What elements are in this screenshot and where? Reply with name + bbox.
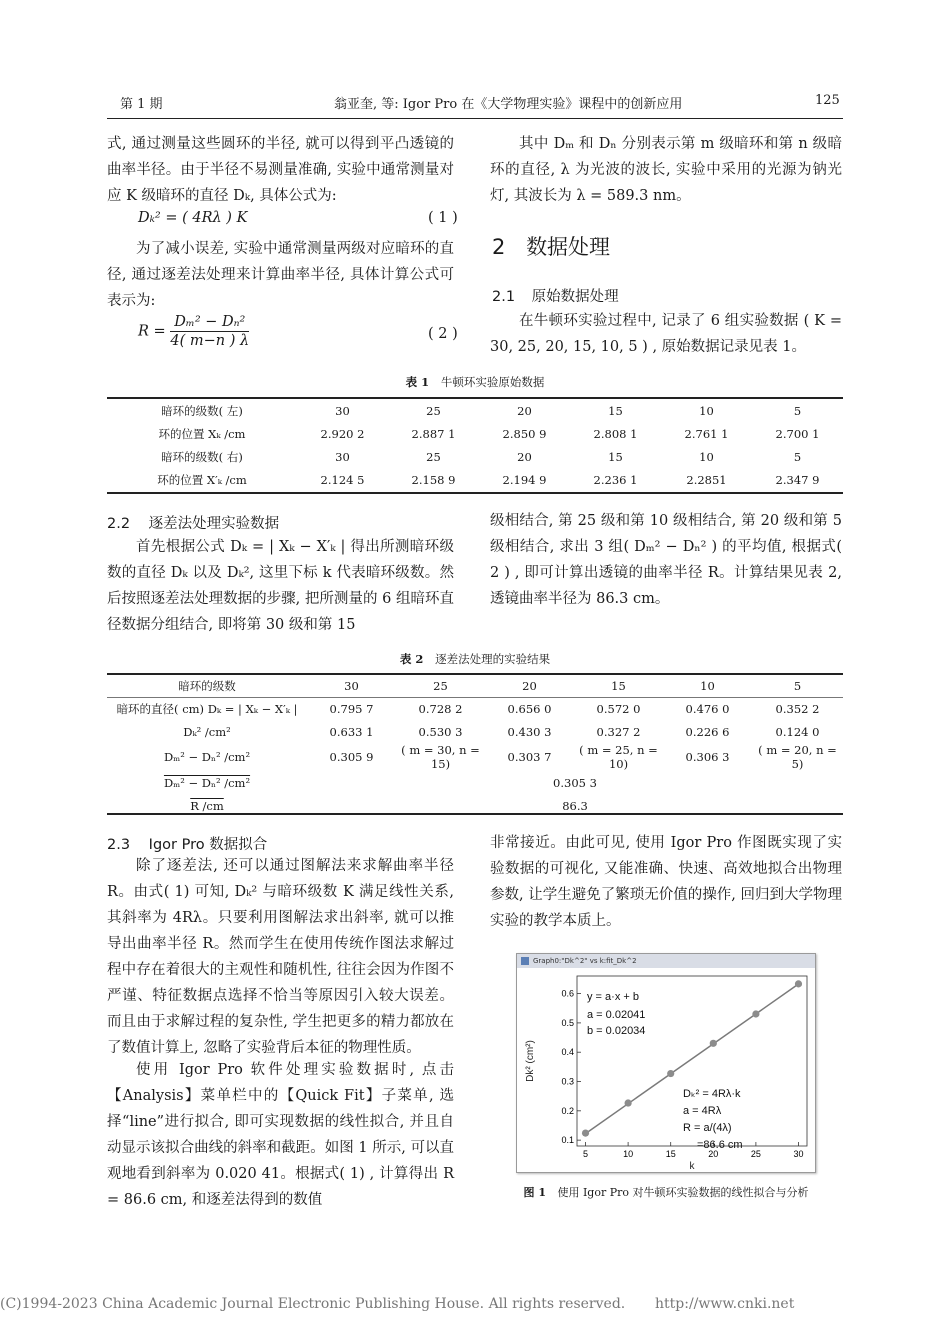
table-1-row-label: 环的位置 Xₖ /cm (158, 426, 246, 441)
table-2-cell: 0.656 0 (507, 701, 552, 716)
left-top-paragraph-1: 式, 通过测量这些圆环的半径, 就可以得到平凸透镜的曲率半径。由于半径不易测量准确, 实验中通常测量对应 K 级暗环的直径 Dₖ, 具体公式为: (107, 136, 454, 204)
table-2-diff-3-pair: ( m = 20, n = 5) (758, 743, 837, 771)
table-2-cell: 0.728 2 (418, 701, 463, 716)
table-2-row-difference (107, 743, 843, 771)
annot2-line-4: =86.6 cm (697, 1139, 743, 1151)
table-2-average-value: 0.305 3 (553, 775, 597, 790)
y-tick-label: 0.5 (561, 1017, 574, 1028)
table-2-cell: 0.327 2 (596, 724, 641, 739)
table-1-row-label: 环的位置 X′ₖ /cm (157, 472, 247, 487)
table-1-caption (107, 374, 843, 390)
table-1-cell: 2.236 1 (593, 472, 638, 487)
table-2-cell: 0.430 3 (507, 724, 552, 739)
table-1 (107, 399, 843, 491)
section-2-2-number: 2.2 (107, 516, 131, 532)
table-1-cell: 2.158 9 (411, 472, 456, 487)
figure-1-caption (490, 1184, 842, 1200)
table-2-cell: 15 (611, 678, 626, 693)
section-2-3-title: Igor Pro 数据拟合 (148, 837, 268, 853)
running-header-title: 翁亚奎, 等: Igor Pro 在《大学物理实验》课程中的创新应用 (334, 97, 683, 112)
annot2-line-1: Dₖ² = 4Rλ·k (683, 1088, 741, 1100)
table-2-diff-3-value: 0.306 3 (685, 750, 730, 764)
table-2-cell: 0.633 1 (329, 724, 374, 739)
chart-y-label: Dk² (cm²) (525, 1040, 536, 1082)
table-2-cell: 0.226 6 (685, 724, 730, 739)
header-rule (107, 118, 843, 119)
table-2-cell: 0.530 3 (418, 724, 463, 739)
chart-x-label: k (689, 1161, 695, 1172)
x-tick-label: 25 (750, 1149, 761, 1159)
table-2-caption (107, 651, 843, 667)
table-1-bottom-rule (107, 492, 843, 494)
section-2-3-left-paragraph-1: 除了逐差法, 还可以通过图解法来求解曲率半径 R。由式( 1) 可知, Dₖ² 与暗环级数 K 满足线性关系, 其斜率为 4Rλ。只要利用图解法求出斜率, 就可以推导出曲率半径 R。然而学生在使用传统作图法求解过程中存在着很大的主观性和随机性, 往往会因为作图不严谨、特征数据点选择不恰当等原因引入较大误差。而且由于求解过程的复杂性, 学生把更多的精力都放在了数值计算上, 忽略了实验背后本征的物理性质。 (107, 858, 454, 1056)
table-2-radius-label: R /cm (190, 798, 224, 813)
equation-2-lhs: R = (138, 323, 166, 340)
table-1-cell: 20 (517, 449, 532, 464)
y-tick-label: 0.4 (561, 1047, 574, 1058)
igor-graph-window (516, 953, 816, 1173)
table-1-cell: 25 (426, 449, 441, 464)
right-top-paragraph-2: 在牛顿环实验过程中, 记录了 6 组实验数据 ( K = 30, 25, 20, 15, 10, 5 ) , 原始数据记录见表 1。 (490, 313, 842, 355)
table-2-caption-label: 表 2 (399, 652, 424, 666)
table-2-row-diameter (107, 697, 843, 720)
equation-2-numerator: Dₘ² − Dₙ² (170, 313, 249, 332)
table-2-header-row (107, 674, 843, 697)
table-2-cell: 30 (344, 678, 359, 693)
table-1-cell: 30 (335, 403, 350, 418)
table-2-diff-2-value: 0.303 7 (507, 750, 552, 764)
data-point (582, 1130, 589, 1137)
x-tick-label: 30 (793, 1149, 804, 1159)
igor-window-titlebar (517, 954, 815, 968)
table-1-row-label: 暗环的级数( 右) (161, 449, 243, 464)
table-1-cell: 25 (426, 403, 441, 418)
right-top-paragraph-1: 其中 Dₘ 和 Dₙ 分别表示第 m 级暗环和第 n 级暗环的直径, λ 为光波的波长, 实验中采用的光源为钠光灯, 其波长为 λ = 589.3 nm。 (490, 136, 842, 204)
table-1-row-label: 暗环的级数( 左) (161, 403, 243, 418)
table-2-caption-text: 逐差法处理的实验结果 (435, 652, 551, 666)
footer-url[interactable]: http://www.cnki.net (655, 1296, 795, 1312)
running-header-page: 125 (815, 93, 840, 108)
running-header-issue: 第 1 期 (120, 97, 163, 112)
section-2-2-title: 逐差法处理实验数据 (148, 516, 280, 532)
table-2-diameter-squared-label: Dₖ² /cm² (183, 724, 231, 739)
section-2-3-number: 2.3 (107, 837, 131, 853)
table-2-cell: 25 (433, 678, 448, 693)
section-2-title: 数据处理 (526, 235, 611, 259)
table-2-diameter-label: 暗环的直径( cm) Dₖ = | Xₖ − X′ₖ | (116, 701, 298, 716)
table-1-cell: 2.194 9 (502, 472, 547, 487)
table-2-diff-2-pair: ( m = 25, n = 10) (579, 743, 658, 771)
data-point (752, 1010, 759, 1017)
table-2-diff-1-value: 0.305 9 (329, 750, 374, 764)
table-2-average-label: Dₘ² − Dₙ² /cm² (163, 775, 251, 790)
table-1-caption-text: 牛顿环实验原始数据 (440, 375, 545, 389)
equation-2-fraction (170, 313, 249, 350)
table-2-radius-value: 86.3 (562, 798, 588, 813)
table-2-header-label: 暗环的级数 (178, 678, 236, 693)
table-1-row-position-right (107, 468, 843, 491)
annot-a: a = 0.02041 (587, 1009, 646, 1021)
x-tick-label: 20 (708, 1149, 719, 1159)
table-2-cell: 0.352 2 (775, 701, 820, 716)
data-point (667, 1070, 674, 1077)
table-1-cell: 5 (793, 403, 802, 418)
table-1-row-order-right (107, 445, 843, 468)
section-2-3-heading (107, 833, 267, 854)
section-2-3-left-paragraph-2: 使用 Igor Pro 软件处理实验数据时, 点击【Analysis】菜单栏中的【Quick Fit】子菜单, 选择“line”进行拟合, 即可实现数据的线性拟合, 并且自动显示该拟合曲线的斜率和截距。如图 1 所示, 可以直观地看到斜率为 0.020 41。根据式( 1) , 计算得出 R = 86.6 cm, 和逐差法得到的数值 (107, 1062, 454, 1208)
table-2-cell: 0.572 0 (596, 701, 641, 716)
section-2-1-title: 原始数据处理 (531, 289, 619, 305)
annot-b: b = 0.02034 (587, 1025, 646, 1037)
table-2 (107, 674, 843, 817)
equation-1: Dₖ² = ( 4Rλ ) K (138, 210, 248, 226)
table-1-cell: 20 (517, 403, 532, 418)
section-2-3-right-paragraph: 非常接近。由此可见, 使用 Igor Pro 作图既实现了实验数据的可视化, 又能准确、快速、高效地拟合出物理参数, 让学生避免了繁琐无价值的操作, 回归到大学物理实验的教学本质上。 (490, 835, 842, 929)
table-2-cell: 20 (522, 678, 537, 693)
table-1-cell: 2.887 1 (411, 426, 456, 441)
graph-window-icon (521, 957, 529, 965)
y-tick-label: 0.6 (561, 988, 574, 999)
table-1-caption-label: 表 1 (405, 375, 430, 389)
table-2-bottom-rule (107, 813, 843, 815)
y-tick-label: 0.2 (561, 1105, 574, 1116)
table-1-cell: 15 (608, 403, 623, 418)
data-point (625, 1099, 632, 1106)
annot-equation: y = a·x + b (587, 991, 639, 1003)
y-tick-label: 0.1 (561, 1135, 574, 1146)
table-1-cell: 2.124 5 (320, 472, 365, 487)
table-2-row-average (107, 771, 843, 794)
figure-1-caption-label: 图 1 (523, 1186, 546, 1199)
table-1-cell: 2.347 9 (775, 472, 820, 487)
table-1-cell: 10 (699, 403, 714, 418)
equation-2-denominator: 4( m−n ) λ (170, 333, 250, 349)
annot2-line-3: R = a/(4λ) (683, 1122, 732, 1134)
section-2-heading (492, 231, 610, 261)
x-tick-label: 5 (583, 1149, 589, 1159)
table-1-cell: 10 (699, 449, 714, 464)
chart-fit-annotation (587, 991, 645, 1037)
y-tick-label: 0.3 (561, 1076, 574, 1087)
table-2-cell: 0.124 0 (775, 724, 820, 739)
footer-copyright: (C)1994-2023 China Academic Journal Electronic Publishing House. All rights reserved. (0, 1296, 626, 1312)
table-2-difference-label: Dₘ² − Dₙ² /cm² (163, 750, 251, 764)
section-2-2-right-paragraph: 级相结合, 第 25 级和第 10 级相结合, 第 20 级和第 5 级相结合, 求出 3 组( Dₘ² − Dₙ² ) 的平均值, 根据式( 2 ) , 即可计算出透镜的曲率半径 R。计算结果见表 2, 透镜曲率半径为 86.3 cm。 (490, 513, 842, 607)
table-2-cell: 0.795 7 (329, 701, 374, 716)
table-1-cell: 2.2851 (686, 472, 727, 487)
section-2-2-heading (107, 512, 279, 533)
table-1-cell: 2.808 1 (593, 426, 638, 441)
x-tick-label: 15 (665, 1149, 676, 1159)
table-1-cell: 30 (335, 449, 350, 464)
table-1-cell: 2.920 2 (320, 426, 365, 441)
section-2-1-heading (492, 285, 619, 306)
equation-2 (138, 313, 268, 350)
table-1-cell: 2.761 1 (684, 426, 729, 441)
table-2-row-diameter-squared (107, 720, 843, 743)
table-2-cell: 0.476 0 (685, 701, 730, 716)
fit-chart (517, 968, 815, 1172)
data-point (795, 980, 802, 987)
table-2-diff-1-pair: ( m = 30, n = 15) (401, 743, 480, 771)
igor-window-title: Graph0:"Dk^2" vs k:fit_Dk^2 (533, 957, 637, 965)
table-2-body (107, 674, 843, 817)
table-2-cell: 5 (793, 678, 802, 693)
table-1-row-position-left (107, 422, 843, 445)
table-1-cell: 5 (793, 449, 802, 464)
table-1-cell: 2.700 1 (775, 426, 820, 441)
table-1-cell: 15 (608, 449, 623, 464)
data-point (710, 1040, 717, 1047)
table-1-cell: 2.850 9 (502, 426, 547, 441)
table-1-row-order-left (107, 399, 843, 422)
x-tick-label: 10 (623, 1149, 634, 1159)
section-2-2-left-paragraph: 首先根据公式 Dₖ = | Xₖ − X′ₖ | 得出所测暗环级数的直径 Dₖ 以及 Dₖ², 这里下标 k 代表暗环级数。然后按照逐差法处理数据的步骤, 把所测量的 6 组暗环直径数据分组结合, 即将第 30 级和第 15 (107, 539, 454, 633)
table-2-cell: 10 (700, 678, 715, 693)
equation-2-number: ( 2 ) (428, 326, 458, 342)
section-2-number: 2 (492, 235, 506, 259)
left-top-paragraph-2: 为了减小误差, 实验中通常测量两级对应暗环的直径, 通过逐差法处理来计算曲率半径, 具体计算公式可表示为: (107, 241, 454, 309)
figure-1-caption-text: 使用 Igor Pro 对牛顿环实验数据的线性拟合与分析 (557, 1186, 809, 1199)
table-1-body (107, 399, 843, 491)
equation-1-number: ( 1 ) (428, 210, 458, 226)
annot2-line-2: a = 4Rλ (683, 1105, 722, 1117)
section-2-1-number: 2.1 (492, 289, 516, 305)
